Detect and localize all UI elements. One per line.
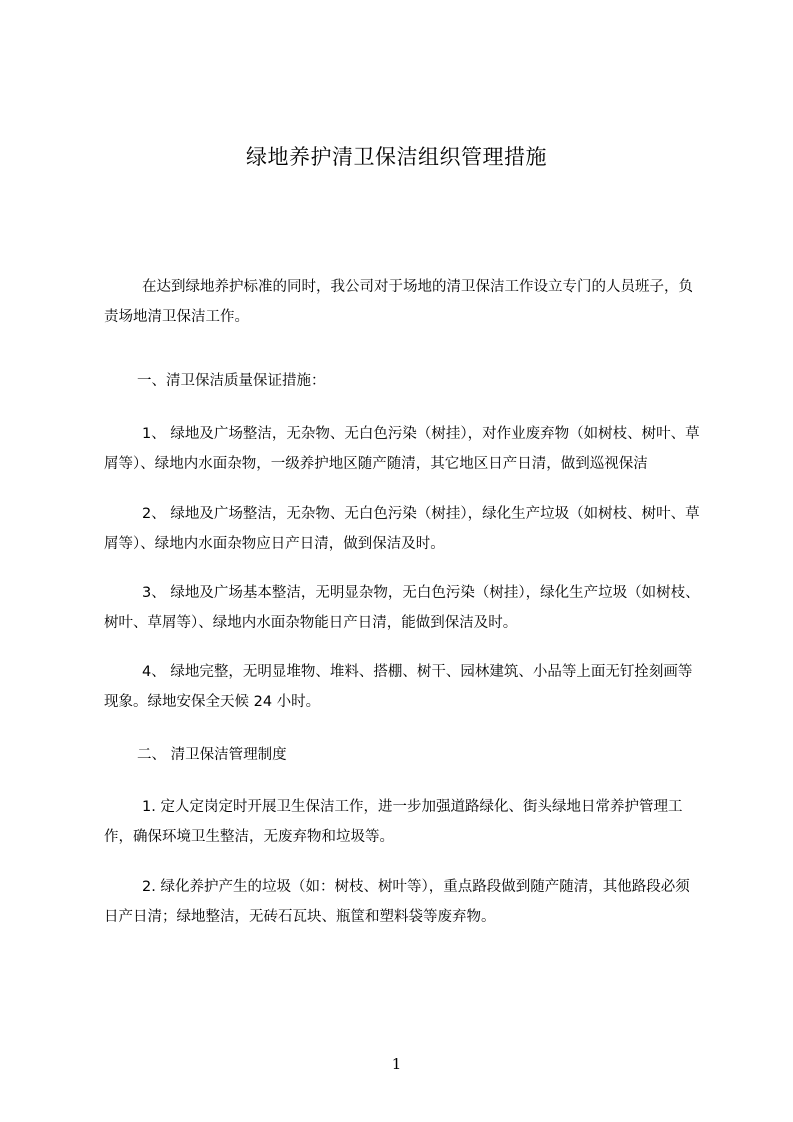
- document-title: 绿地养护清卫保洁组织管理措施: [246, 145, 547, 169]
- section1-item-3: 3、 绿地及广场基本整洁，无明显杂物，无白色污染（树挂），绿化生产垃圾（如树枝、树叶、草屑等）、绿地内水面杂物能日产日清，能做到保洁及时。: [104, 585, 700, 631]
- section2-heading: 二、 清卫保洁管理制度: [137, 747, 287, 763]
- section1-heading: 一、清卫保洁质量保证措施：: [137, 373, 326, 389]
- section1-item-1: 1、 绿地及广场整洁，无杂物、无白色污染（树挂），对作业废弃物（如树枝、树叶、草屑等）、绿地内水面杂物，一级养护地区随产随清，其它地区日产日清，做到巡视保洁: [104, 426, 700, 472]
- intro-paragraph: 在达到绿地养护标准的同时，我公司对于场地的清卫保洁工作设立专门的人员班子，负责场地清卫保洁工作。: [104, 279, 693, 325]
- section1-item-4: 4、 绿地完整，无明显堆物、堆料、搭棚、树干、园林建筑、小品等上面无钉拴刻画等现象。绿地安保全天候 24 小时。: [104, 664, 693, 710]
- section2-item-2: 2. 绿化养护产生的垃圾（如：树枝、树叶等），重点路段做到随产随清，其他路段必须日产日清；绿地整洁，无砖石瓦块、瓶筐和塑料袋等废弃物。: [104, 879, 690, 925]
- section2-item-1: 1. 定人定岗定时开展卫生保洁工作，进一步加强道路绿化、街头绿地日常养护管理工作，确保环境卫生整洁，无废弃物和垃圾等。: [104, 799, 683, 845]
- page-number: 1: [391, 1055, 402, 1073]
- section1-item-2: 2、 绿地及广场整洁，无杂物、无白色污染（树挂），绿化生产垃圾（如树枝、树叶、草屑等）、绿地内水面杂物应日产日清，做到保洁及时。: [104, 506, 700, 552]
